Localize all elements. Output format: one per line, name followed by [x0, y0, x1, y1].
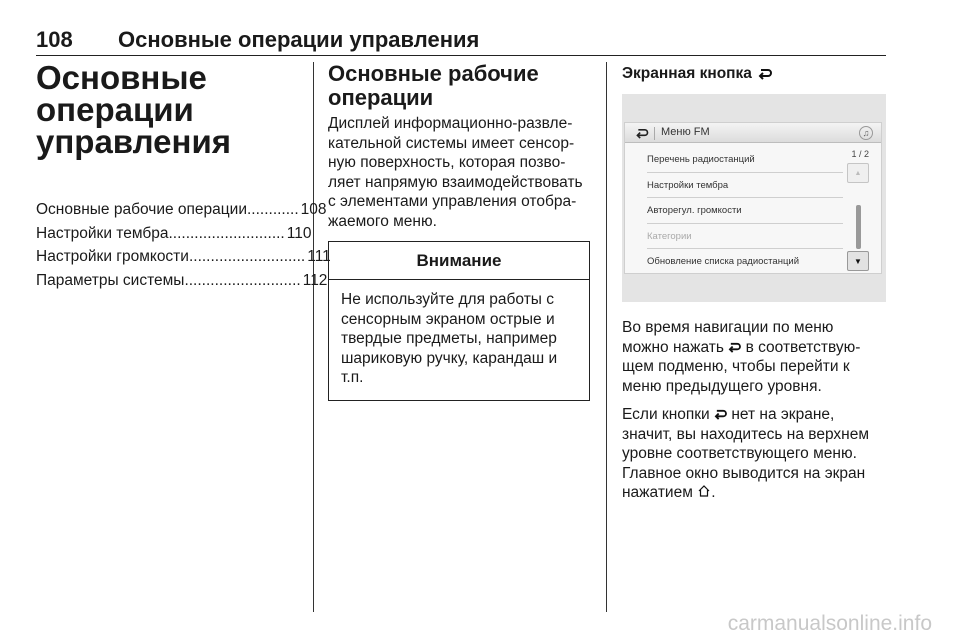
sub-heading: Экранная кнопка	[622, 62, 886, 86]
screen-button-column	[622, 62, 886, 503]
scroll-up-button[interactable]: ▲	[847, 163, 869, 183]
caution-text: Не используйте для работы с сенсорным экраном острые и твердые предметы, например шариковую ручку, карандаш и т.п.	[341, 291, 558, 386]
fm-menu-screenshot	[622, 94, 886, 302]
chapter-title: Основные операции управления	[118, 27, 480, 52]
list-item[interactable]: Обновление списка радиостанций	[647, 256, 800, 267]
toc-entry[interactable]: Настройки тембра ........................... 110	[36, 224, 312, 242]
fm-menu-titlebar	[625, 123, 881, 143]
toc-entry[interactable]: Основные рабочие операции ............ 108	[36, 201, 327, 218]
screen-back-button[interactable]	[631, 127, 655, 140]
table-of-contents	[36, 201, 331, 295]
watermark: carmanualsonline.info	[727, 612, 932, 635]
column-divider	[313, 62, 314, 612]
back-button-explanation	[622, 318, 886, 503]
page-header	[36, 26, 886, 56]
back-arrow-icon	[758, 68, 772, 80]
list-item: Категории	[647, 224, 843, 250]
caution-box	[328, 241, 590, 401]
section-heading: Основные рабочие операции	[328, 61, 539, 110]
home-icon	[697, 484, 711, 498]
column-divider	[606, 62, 607, 612]
scroll-down-button[interactable]: ▼	[847, 251, 869, 271]
toc-entry[interactable]: Параметры системы ........................... 112	[36, 271, 328, 289]
paragraph: Если кнопки нет на экране, значит, вы находитесь на верхнем уровне соответствующего меню. Главное окно выводится на экран нажатием .	[622, 406, 869, 501]
display-description: Дисплей информационно-развле- кательной системы имеет сенсор- ную поверхность, которая позво- ляет напрямую взаимодействовать с элементами управления отобра- жаемого меню.	[328, 115, 583, 230]
toc-entry[interactable]: Настройки громкости ........................... 111	[36, 248, 331, 265]
chapter-overview-column	[36, 59, 331, 295]
page-number: 108	[36, 27, 73, 52]
fm-menu-panel	[624, 122, 882, 274]
list-item[interactable]: Авторегул. громкости	[647, 198, 843, 224]
music-note-icon[interactable]: ♫	[859, 126, 873, 140]
fm-menu-list	[647, 147, 843, 275]
caution-title: Внимание	[329, 242, 589, 280]
back-arrow-icon	[635, 128, 649, 139]
list-item[interactable]: Перечень радиостанций	[647, 147, 843, 173]
paragraph: Во время навигации по меню можно нажать в соответствую- щем подменю, чтобы перейти к меню предыдущего уровня.	[622, 319, 861, 395]
back-arrow-icon	[714, 409, 727, 420]
basic-operations-column	[328, 62, 592, 401]
chapter-heading: Основные операции управления	[36, 59, 232, 160]
page-counter: 1 / 2	[851, 149, 869, 159]
list-item[interactable]: Настройки тембра	[647, 173, 843, 199]
scrollbar-thumb[interactable]	[856, 205, 861, 249]
back-arrow-icon	[728, 342, 741, 353]
fm-menu-title: Меню FM	[661, 126, 710, 138]
